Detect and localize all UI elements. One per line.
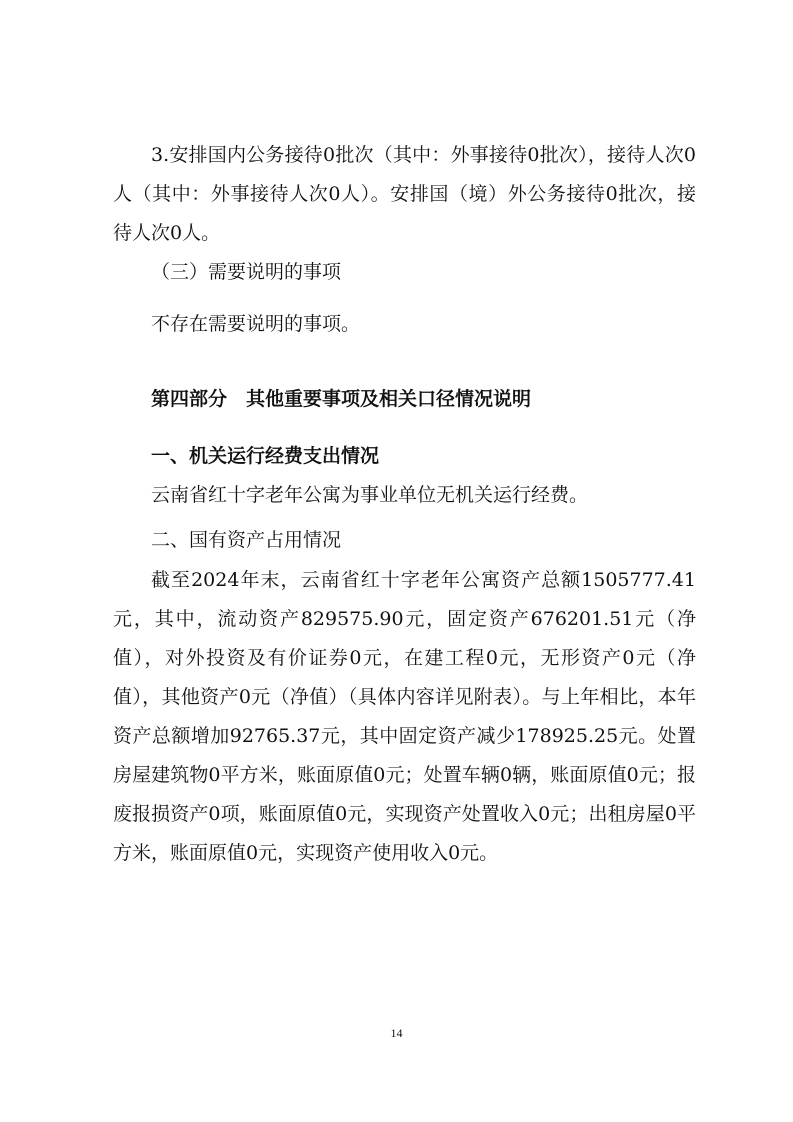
heading-section-one: 一、机关运行经费支出情况: [151, 445, 380, 467]
heading-part-four: 第四部分 其他重要事项及相关口径情况说明: [151, 388, 532, 410]
heading-section-two: 二、国有资产占用情况: [151, 529, 342, 551]
paragraph-state-assets: 截至2024年末，云南省红十字老年公寓资产总额1505777.41元，其中，流动资产829575.90元，固定资产676201.51元（净值），对外投资及有价证券0元，在建工程0元，无形资产0元（净值），其他资产0元（净值）（具体内容详见附表）。与上年相比，本年资产总额增加92765.37元，其中固定资产减少178925.25元。处置房屋建筑物0平方米，账面原值0元；处置车辆0辆，账面原值0元；报废报损资产0项，账面原值0元，实现资产处置收入0元；出租房屋0平方米，账面原值0元，实现资产使用收入0元。: [113, 569, 696, 864]
paragraph-operating-expenses: 云南省红十字老年公寓为事业单位无机关运行经费。: [151, 484, 589, 506]
page-number: 14: [390, 1026, 403, 1040]
heading-items-to-explain: （三）需要说明的事项: [151, 261, 342, 283]
paragraph-no-items: 不存在需要说明的事项。: [151, 313, 361, 335]
paragraph-reception: 3.安排国内公务接待0批次（其中：外事接待0批次），接待人次0人（其中：外事接待人次0人）。安排国（境）外公务接待0批次，接待人次0人。: [113, 144, 696, 244]
